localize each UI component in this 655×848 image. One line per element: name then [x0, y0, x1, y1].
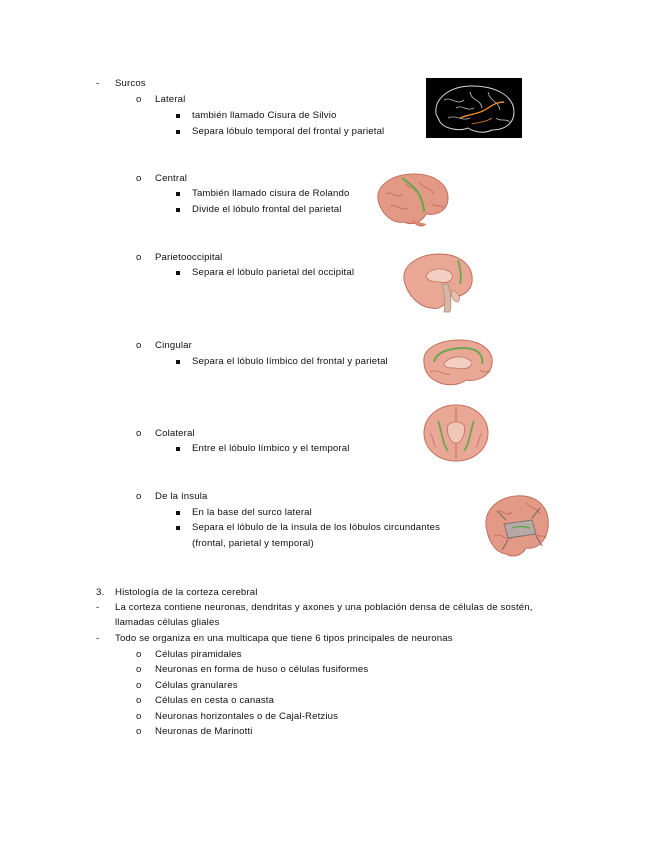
- neuron-item: Células piramidales: [155, 649, 242, 660]
- histologia-bullet-1-cont: llamadas células gliales: [115, 617, 220, 628]
- insula-title: De la ínsula: [155, 491, 208, 502]
- neuron-item: Células granulares: [155, 680, 238, 691]
- section-number: 3.: [96, 587, 105, 598]
- dash-marker: -: [96, 602, 100, 613]
- square-bullet: [176, 130, 180, 134]
- cingular-title: Cingular: [155, 340, 192, 351]
- surcos-heading: Surcos: [115, 78, 146, 89]
- circle-marker: o: [136, 664, 142, 675]
- central-title: Central: [155, 173, 187, 184]
- insula-item-2: Separa el lóbulo de la ínsula de los lóbulos circundantes: [192, 522, 441, 533]
- cingular-item-1: Separa el lóbulo límbico del frontal y parietal: [192, 356, 388, 367]
- insula-item-3: (frontal, parietal y temporal): [192, 538, 314, 549]
- circle-marker: o: [136, 340, 142, 351]
- collateral-sulcus-brain-image: [420, 403, 492, 463]
- square-bullet: [176, 114, 180, 118]
- insula-item-1: En la base del surco lateral: [192, 507, 312, 518]
- circle-marker: o: [136, 94, 142, 105]
- lateral-item-2: Separa lóbulo temporal del frontal y parietal: [192, 126, 385, 137]
- parietooccipital-title: Parietooccipital: [155, 252, 223, 263]
- neuron-item: Neuronas en forma de huso o células fusiformes: [155, 664, 369, 675]
- lateral-title: Lateral: [155, 94, 186, 105]
- square-bullet: [176, 360, 180, 364]
- circle-marker: o: [136, 173, 142, 184]
- circle-marker: o: [136, 252, 142, 263]
- square-bullet: [176, 511, 180, 515]
- square-bullet: [176, 447, 180, 451]
- histologia-bullet-2: Todo se organiza en una multicapa que tiene 6 tipos principales de neuronas: [115, 633, 453, 644]
- circle-marker: o: [136, 695, 142, 706]
- lateral-item-1: también llamado Cisura de Silvio: [192, 110, 337, 121]
- histologia-bullet-1: La corteza contiene neuronas, dendritas y axones y una población densa de células de sostén,: [115, 602, 533, 613]
- colateral-title: Colateral: [155, 428, 195, 439]
- circle-marker: o: [136, 428, 142, 439]
- neuron-item: Neuronas horizontales o de Cajal-Retzius: [155, 711, 339, 722]
- circle-marker: o: [136, 649, 142, 660]
- circle-marker: o: [136, 726, 142, 737]
- dash-marker: -: [96, 633, 100, 644]
- insular-sulcus-brain-image: [482, 490, 552, 560]
- neuron-item: Neuronas de Marinotti: [155, 726, 253, 737]
- central-item-2: Divide el lóbulo frontal del parietal: [192, 204, 342, 215]
- square-bullet: [176, 271, 180, 275]
- square-bullet: [176, 208, 180, 212]
- parietooccipital-item-1: Separa el lóbulo parietal del occipital: [192, 267, 355, 278]
- lateral-sulcus-brain-image: [426, 78, 522, 138]
- central-item-1: También llamado cisura de Rolando: [192, 188, 350, 199]
- neuron-item: Células en cesta o canasta: [155, 695, 275, 706]
- circle-marker: o: [136, 711, 142, 722]
- square-bullet: [176, 526, 180, 530]
- colateral-item-1: Entre el lóbulo límbico y el temporal: [192, 443, 350, 454]
- cingulate-sulcus-brain-image: [420, 338, 496, 388]
- circle-marker: o: [136, 680, 142, 691]
- central-sulcus-brain-image: [372, 170, 452, 230]
- square-bullet: [176, 192, 180, 196]
- dash-marker: -: [96, 78, 100, 89]
- parietooccipital-sulcus-brain-image: [400, 250, 476, 314]
- histologia-heading: Histología de la corteza cerebral: [115, 587, 258, 598]
- circle-marker: o: [136, 491, 142, 502]
